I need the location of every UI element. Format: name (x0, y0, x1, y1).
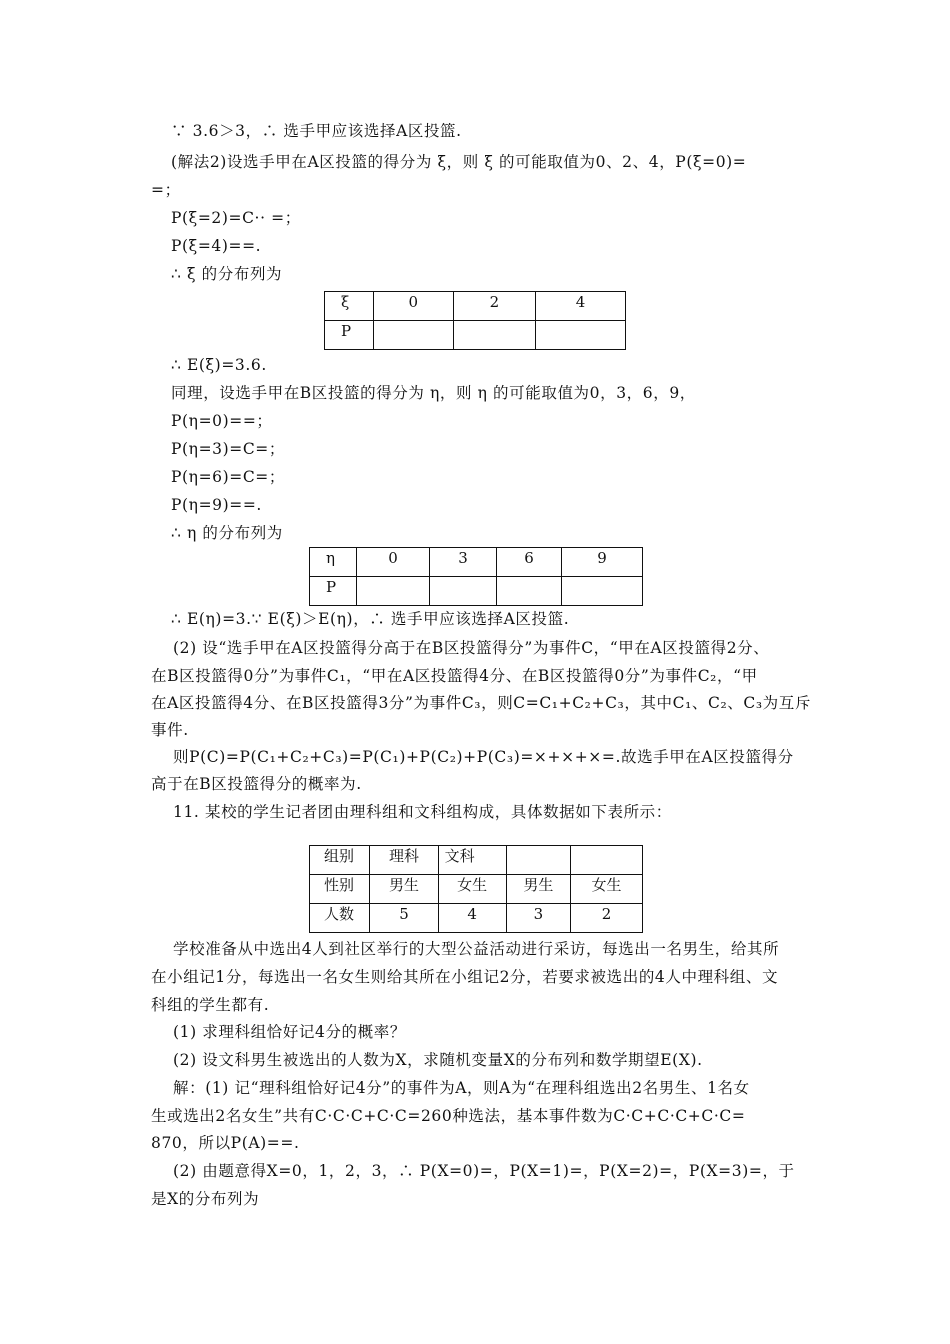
table-cell: 男生 (506, 875, 570, 904)
text-line: 解：(1) 记“理科组恰好记4分”的事件为A，则A为“在理科组选出2名男生、1名女 (173, 1079, 750, 1097)
table-row (325, 292, 626, 321)
text-line: P(η=9)==. (171, 496, 262, 514)
table-cell: 女生 (570, 875, 642, 904)
text-line: 是X的分布列为 (151, 1190, 260, 1208)
text-line: (2) 设“选手甲在A区投篮得分高于在B区投篮得分”为事件C，“甲在A区投篮得2分、 (173, 639, 770, 657)
table-cell: 2 (453, 292, 535, 321)
text-line: P(ξ=4)==. (171, 237, 262, 255)
text-line: 870，所以P(A)==. (151, 1134, 300, 1152)
text-line: P(η=0)==； (171, 412, 273, 430)
text-line: 同理，设选手甲在B区投篮的得分为 η，则 η 的可能取值为0，3，6，9， (171, 384, 696, 402)
table-cell: 3 (430, 548, 497, 577)
table-cell: 性别 (310, 875, 370, 904)
text-line: ∴ E(ξ)=3.6. (171, 356, 267, 374)
table-cell: P (325, 321, 374, 350)
table-cell: 4 (535, 292, 625, 321)
text-line: 生或选出2名女生”共有C·C·C+C·C=260种选法，基本事件数为C·C+C·C+C·C= (151, 1107, 746, 1125)
text-line: 高于在B区投篮得分的概率为. (151, 775, 362, 793)
table-row (310, 904, 643, 933)
table-row (310, 875, 643, 904)
text-line: ∴ E(η)=3.∵ E(ξ)＞E(η)，∴ 选手甲应该选择A区投篮. (171, 610, 570, 628)
text-line: P(η=3)=C=； (171, 440, 285, 458)
text-line: (2) 由题意得X=0，1，2，3，∴ P(X=0)=，P(X=1)=，P(X=2)=，P(X=3)=，于 (173, 1162, 795, 1180)
table-row (325, 321, 626, 350)
table-cell (430, 577, 497, 606)
text-line: =； (151, 181, 181, 199)
table-cell: 男生 (370, 875, 438, 904)
table-cell (562, 577, 643, 606)
table-cell (357, 577, 430, 606)
table-cell: 0 (373, 292, 453, 321)
table-cell: P (310, 577, 357, 606)
xi-distribution-table (324, 291, 626, 350)
table-cell (497, 577, 562, 606)
table-cell: 4 (438, 904, 506, 933)
table-cell: ξ (325, 292, 374, 321)
table-cell (506, 846, 570, 875)
table-cell: 3 (506, 904, 570, 933)
table-cell: 5 (370, 904, 438, 933)
student-group-table (309, 845, 643, 933)
text-line: 在A区投篮得4分、在B区投篮得3分”为事件C₃，则C=C₁+C₂+C₃，其中C₁、C₂、C₃为互斥 (151, 694, 811, 712)
text-line: 事件. (151, 721, 189, 739)
text-line: 学校准备从中选出4人到社区举行的大型公益活动进行采访，每选出一名男生，给其所 (173, 940, 780, 958)
table-row (310, 548, 643, 577)
table-cell: 文科 (438, 846, 506, 875)
text-line: ∵ 3.6＞3，∴ 选手甲应该选择A区投篮. (171, 122, 462, 140)
table-cell (570, 846, 642, 875)
table-cell: 女生 (438, 875, 506, 904)
text-line: (2) 设文科男生被选出的人数为X，求随机变量X的分布列和数学期望E(X). (173, 1051, 703, 1069)
table-cell: 0 (357, 548, 430, 577)
text-line: 科组的学生都有. (151, 996, 270, 1014)
table-cell (373, 321, 453, 350)
table-row (310, 577, 643, 606)
text-line: 11. 某校的学生记者团由理科组和文科组构成，具体数据如下表所示： (173, 803, 672, 821)
text-line: ∴ ξ 的分布列为 (171, 265, 283, 283)
table-cell: 理科 (370, 846, 438, 875)
eta-distribution-table (309, 547, 643, 606)
table-cell (535, 321, 625, 350)
text-line: P(ξ=2)=C·· =； (171, 209, 301, 227)
text-line: 则P(C)=P(C₁+C₂+C₃)=P(C₁)+P(C₂)+P(C₃)=×+×+×=.故选手甲在A区投篮得分 (173, 748, 794, 766)
text-line: 在B区投篮得0分”为事件C₁，“甲在A区投篮得4分、在B区投篮得0分”为事件C₂，“甲 (151, 667, 758, 685)
table-cell: 2 (570, 904, 642, 933)
table-cell: 9 (562, 548, 643, 577)
table-cell: 人数 (310, 904, 370, 933)
table-row (310, 846, 643, 875)
text-line: (解法2)设选手甲在A区投篮的得分为 ξ，则 ξ 的可能取值为0、2、4，P(ξ=0)= (171, 153, 747, 171)
text-line: (1) 求理科组恰好记4分的概率？ (173, 1023, 406, 1041)
table-cell (453, 321, 535, 350)
table-cell: η (310, 548, 357, 577)
text-line: P(η=6)=C=； (171, 468, 285, 486)
table-cell: 组别 (310, 846, 370, 875)
table-cell: 6 (497, 548, 562, 577)
text-line: ∴ η 的分布列为 (171, 524, 283, 542)
text-line: 在小组记1分，每选出一名女生则给其所在小组记2分，若要求被选出的4人中理科组、文 (151, 968, 779, 986)
